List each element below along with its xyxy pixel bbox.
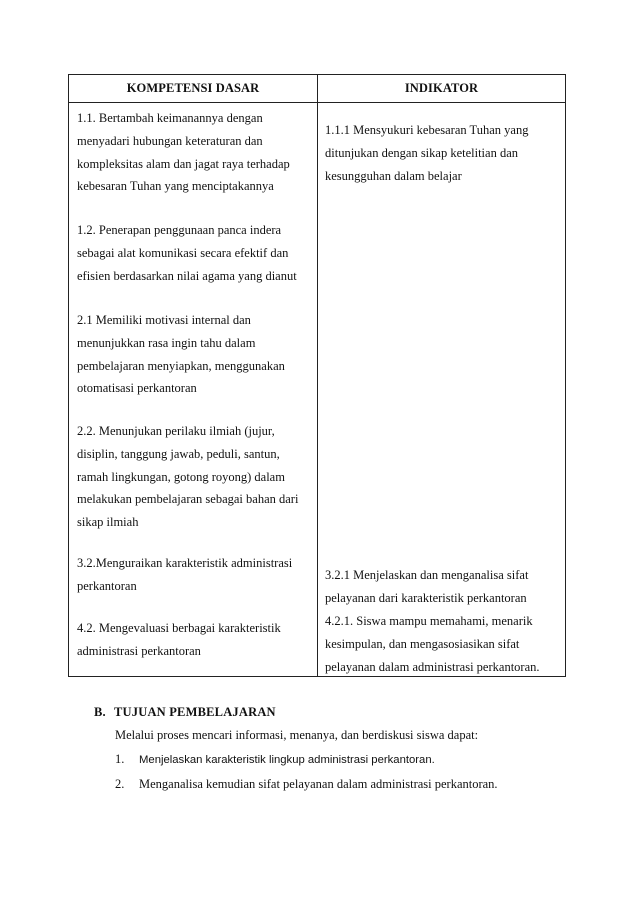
kd-line: otomatisasi perkantoran [77, 381, 197, 396]
list-item [115, 777, 498, 792]
indikator-item-4-2-1 [325, 610, 540, 678]
section-title: TUJUAN PEMBELAJARAN [114, 705, 276, 719]
indikator-line: pelayanan dari karakteristik perkantoran [325, 590, 527, 605]
kd-line: kompleksitas alam dan jagat raya terhadap [77, 156, 290, 171]
kd-line: ramah lingkungan, gotong royong) dalam [77, 469, 285, 484]
kd-line: efisien berdasarkan nilai agama yang dianut [77, 268, 297, 283]
kd-item-2-1 [77, 309, 285, 400]
kd-item-2-2 [77, 420, 298, 534]
kd-line: perkantoran [77, 578, 137, 593]
indikator-line: kesungguhan dalam belajar [325, 168, 462, 183]
kd-line: 3.2.Menguraikan karakteristik administrasi [77, 556, 293, 570]
kd-line: melakukan pembelajaran sebagai bahan dari [77, 492, 299, 507]
indikator-item-3-2-1 [325, 564, 528, 610]
kd-line: disiplin, tanggung jawab, peduli, santun, [77, 446, 280, 461]
kd-item-1-2 [77, 219, 297, 287]
kd-line: 1.2. Penerapan penggunaan panca indera [77, 223, 282, 237]
list-text: Menjelaskan karakteristik lingkup administrasi perkantoran. [139, 754, 435, 766]
kd-line: 2.1 Memiliki motivasi internal dan [77, 313, 251, 327]
kd-item-4-2 [77, 617, 281, 663]
kd-line: menunjukkan rasa ingin tahu dalam [77, 335, 256, 350]
kd-line: sebagai alat komunikasi secara efektif dan [77, 245, 289, 260]
kd-line: pembelajaran menyiapkan, menggunakan [77, 358, 285, 373]
indikator-item-1-1-1 [325, 119, 528, 187]
kd-line: 2.2. Menunjukan perilaku ilmiah (jujur, [77, 424, 275, 438]
kd-line: kebesaran Tuhan yang menciptakannya [77, 179, 274, 194]
list-item [115, 752, 435, 767]
indikator-line: ditunjukan dengan sikap ketelitian dan [325, 145, 519, 160]
kd-line: 1.1. Bertambah keimanannya dengan [77, 111, 263, 125]
indikator-line: pelayanan dalam administrasi perkantoran. [325, 659, 540, 674]
indikator-line: 1.1.1 Mensyukuri kebesaran Tuhan yang [325, 123, 529, 137]
competency-table [68, 74, 566, 677]
header-kompetensi-dasar: KOMPETENSI DASAR [126, 81, 260, 95]
kd-line: menyadari hubungan keteraturan dan [77, 133, 263, 148]
indikator-line: 4.2.1. Siswa mampu memahami, menarik [325, 614, 533, 628]
section-heading [94, 705, 276, 720]
kd-line: 4.2. Mengevaluasi berbagai karakteristik [77, 621, 281, 635]
kd-item-1-1 [77, 107, 290, 198]
kd-item-3-2 [77, 552, 292, 598]
list-number: 1. [115, 752, 125, 766]
indikator-line: kesimpulan, dan mengasosiasikan sifat [325, 636, 520, 651]
kd-line: sikap ilmiah [77, 515, 139, 530]
header-indikator: INDIKATOR [404, 81, 479, 95]
column-divider [317, 75, 318, 676]
list-text: Menganalisa kemudian sifat pelayanan dalam administrasi perkantoran. [139, 777, 498, 791]
section-intro: Melalui proses mencari informasi, menanya, dan berdiskusi siswa dapat: [115, 728, 479, 742]
indikator-line: 3.2.1 Menjelaskan dan menganalisa sifat [325, 568, 529, 582]
list-number: 2. [115, 777, 125, 791]
kd-line: administrasi perkantoran [77, 643, 201, 658]
section-marker: B. [94, 705, 106, 719]
